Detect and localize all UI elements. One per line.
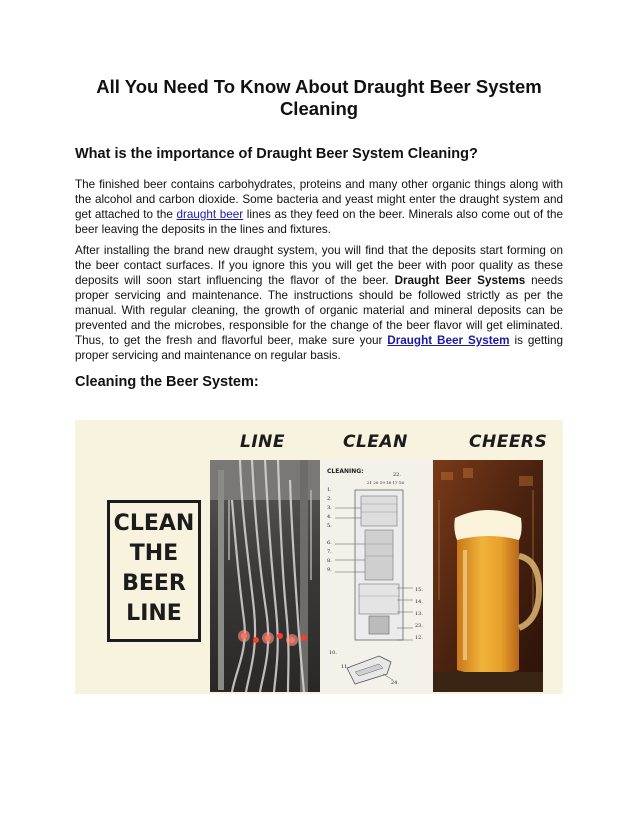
diagram-num-10: 10.	[329, 650, 337, 656]
logo-line-1: CLEAN	[113, 511, 195, 536]
diagram-num-1: 1.	[327, 487, 332, 493]
paragraph-2-text-b: needs proper servicing and maintenance. The instructions should be followed strictly as per the manual. With regular cleaning, the growth of organic material and mineral deposits can be prevented and the microbes, responsible for the change of the beer flavor will get eliminated. Thus, to get the fresh and flavorful beer, make sure your	[75, 274, 563, 347]
section-heading-importance: What is the importance of Draught Beer System Cleaning?	[75, 146, 478, 162]
diagram-num-3: 3.	[327, 505, 332, 511]
paragraph-1-text-b: lines as they feed on the beer. Minerals also come out of the beer leaving the deposits in the lines and fixtures.	[75, 208, 564, 236]
cleaning-diagram-drawing	[321, 460, 433, 692]
diagram-num-22: 22.	[393, 472, 401, 478]
diagram-right-numbers	[415, 584, 423, 644]
paragraph-2-text-a: After installing the brand new draught system, you will find that the deposits start forming on the beer contact surfaces. If you ignore this you will get the beer with poor quality as these deposits will soon start influencing the flavor of the beer.	[75, 244, 563, 287]
cleaning-banner-image	[75, 420, 563, 694]
clean-the-beer-line-logo	[107, 500, 201, 642]
diagram-num-24: 24.	[391, 680, 399, 686]
beer-lines-photo	[210, 460, 320, 692]
diagram-num-7: 7.	[327, 549, 332, 555]
logo-line-3: BEER	[122, 571, 186, 596]
diagram-num-23: 23.	[415, 623, 423, 629]
diagram-num-12: 12.	[415, 635, 423, 641]
paragraph-1-text-a: The finished beer contains carbohydrates, proteins and many other organic things along with the alcohol and carbon dioxide. Some bacteria and yeast might enter the draught system and get attached to the	[75, 178, 563, 221]
diagram-num-13: 13.	[415, 611, 423, 617]
banner-header-line: LINE	[240, 432, 285, 452]
paragraph-1	[75, 177, 563, 237]
banner-header-cheers: CHEERS	[469, 432, 548, 452]
page-title: All You Need To Know About Draught Beer System Cleaning	[96, 76, 542, 119]
beer-mug-photo	[433, 460, 543, 692]
diagram-num-15: 15.	[415, 587, 423, 593]
diagram-num-8: 8.	[327, 558, 332, 564]
diagram-num-4: 4.	[327, 514, 332, 520]
diagram-num-6: 6.	[327, 540, 332, 546]
paragraph-2-bold-term: Draught Beer Systems	[394, 274, 526, 287]
diagram-num-5: 5.	[327, 523, 332, 529]
paragraph-2-text-c: is getting proper servicing and maintenance on regular basis.	[75, 334, 563, 362]
diagram-num-2: 2.	[327, 496, 332, 502]
draught-beer-system-link[interactable]: Draught Beer System	[387, 334, 510, 347]
banner-header-clean: CLEAN	[343, 432, 408, 452]
diagram-num-14: 14.	[415, 599, 423, 605]
diagram-top-numbers: 21 20 19 18 17 16	[367, 480, 404, 485]
diagram-num-11: 11.	[341, 664, 349, 670]
draught-beer-link[interactable]: draught beer	[176, 208, 244, 221]
cleaning-diagram	[321, 460, 433, 692]
diagram-num-9: 9.	[327, 567, 332, 573]
logo-line-4: LINE	[126, 601, 182, 626]
diagram-left-numbers	[327, 486, 332, 575]
paragraph-2	[75, 243, 563, 363]
section-heading-cleaning: Cleaning the Beer System:	[75, 374, 259, 390]
logo-line-2: THE	[129, 541, 179, 566]
diagram-label: CLEANING:	[327, 468, 364, 475]
